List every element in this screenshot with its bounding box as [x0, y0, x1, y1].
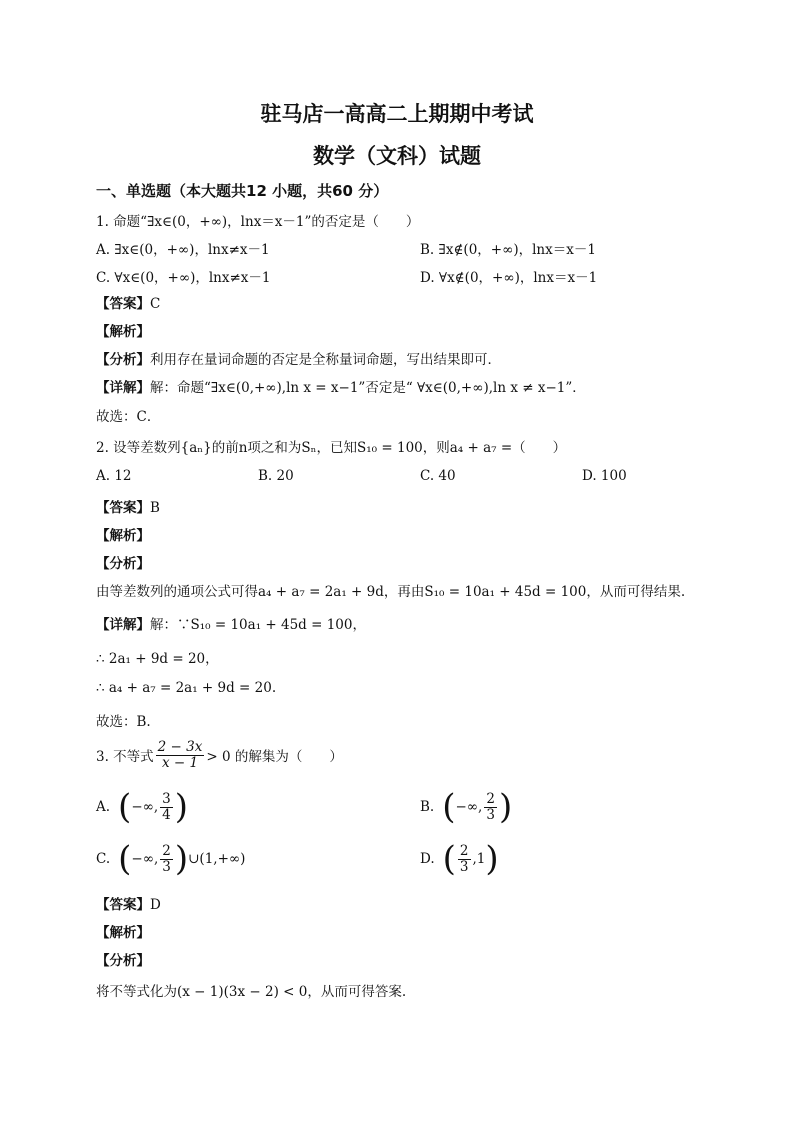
q2-conclusion: 故选：B.: [96, 714, 151, 730]
q3-option-a-fraction: [160, 792, 173, 823]
fenxi-label: 【分析】: [96, 953, 150, 969]
analysis-label: 【解析】: [96, 925, 150, 941]
left-paren-icon: (: [442, 839, 456, 879]
q3-option-a-num: 3: [162, 790, 171, 807]
q2-detail-text: 解：∵S₁₀ = 10a₁ + 45d = 100，: [150, 617, 366, 633]
q3-option-b: [420, 787, 513, 827]
q2-stem: 2. 设等差数列{aₙ}的前n项之和为Sₙ，已知S₁₀ = 100，则a₄ + a₇ =（ ）: [96, 440, 567, 456]
right-paren-icon: ): [174, 787, 189, 827]
q2-step-1: ∴ 2a₁ + 9d = 20，: [96, 651, 219, 667]
q2-answer-value: B: [150, 500, 160, 516]
q2-option-c: C. 40: [420, 468, 456, 484]
q3-stem-denominator: x − 1: [161, 754, 199, 771]
right-paren-icon: ): [498, 787, 513, 827]
q3-option-c-den: 3: [162, 858, 171, 875]
left-paren-icon: (: [118, 787, 132, 827]
q1-option-d: D. ∀x∉(0，+∞)，lnx＝x－1: [420, 270, 598, 286]
q1-answer-row: [96, 292, 160, 312]
q3-option-a-label: A.: [96, 799, 111, 815]
q3-option-c-suffix: ∪(1,+∞): [188, 851, 246, 867]
q3-stem-prefix: 3. 不等式: [96, 749, 154, 766]
detail-label: 【详解】: [96, 380, 150, 396]
q3-option-a-den: 4: [162, 806, 171, 823]
q2-detail-row: [96, 613, 366, 633]
q3-option-c-fraction: [160, 844, 173, 875]
q1-option-a: A. ∃x∈(0，+∞)，lnx≠x－1: [96, 242, 270, 258]
q3-option-d: [420, 839, 499, 879]
q3-option-b-num: 2: [486, 790, 495, 807]
left-paren-icon: (: [442, 787, 456, 827]
q2-fenxi-text: 由等差数列的通项公式可得a₄ + a₇ = 2a₁ + 9d，再由S₁₀ = 10a₁ + 45d = 100，从而可得结果.: [96, 584, 686, 600]
q2-option-b: B. 20: [258, 468, 294, 484]
answer-label: 【答案】: [96, 296, 150, 312]
q3-option-d-label: D.: [420, 851, 435, 867]
q1-stem: 1. 命题“∃x∈(0，+∞)，lnx＝x－1”的否定是（ ）: [96, 214, 420, 230]
fenxi-label: 【分析】: [96, 352, 150, 368]
q3-option-c-label: C.: [96, 851, 111, 867]
q1-fenxi-text: 利用存在量词命题的否定是全称量词命题，写出结果即可．: [150, 352, 501, 368]
q3-answer-value: D: [150, 897, 161, 913]
q1-fenxi-row: [96, 348, 501, 368]
q3-option-b-prefix: −∞,: [455, 799, 483, 815]
q1-detail-row: [96, 376, 586, 396]
q2-answer-row: [96, 496, 160, 516]
q3-option-d-num: 2: [459, 842, 469, 859]
q3-stem: [96, 740, 343, 771]
q3-option-d-fraction: [458, 844, 471, 875]
q3-fenxi-text: 将不等式化为(x − 1)(3x − 2) < 0，从而可得答案.: [96, 984, 407, 1000]
q3-option-a-prefix: −∞,: [131, 799, 159, 815]
fenxi-label: 【分析】: [96, 556, 150, 572]
q3-answer-row: [96, 893, 161, 913]
q3-option-b-label: B.: [420, 799, 435, 815]
q3-option-d-suffix: ,1: [472, 851, 486, 867]
q3-stem-suffix: > 0 的解集为（ ）: [206, 749, 343, 766]
q2-step-2: ∴ a₄ + a₇ = 2a₁ + 9d = 20.: [96, 680, 277, 696]
q3-option-b-fraction: [484, 792, 497, 823]
section-heading: 一、单选题（本大题共12 小题，共60 分）: [96, 182, 389, 200]
analysis-label: 【解析】: [96, 528, 150, 544]
q3-option-b-den: 3: [486, 806, 495, 823]
q2-option-a: A. 12: [96, 468, 132, 484]
q1-option-b: B. ∃x∉(0，+∞)，lnx＝x－1: [420, 242, 596, 258]
analysis-label: 【解析】: [96, 324, 150, 340]
right-paren-icon: ): [174, 839, 189, 879]
page-subtitle: 数学（文科）试题: [313, 144, 481, 168]
q1-answer-value: C: [150, 296, 161, 312]
q3-option-c-prefix: −∞,: [131, 851, 159, 867]
right-paren-icon: ): [485, 839, 499, 879]
left-paren-icon: (: [118, 839, 132, 879]
q3-option-c-num: 2: [162, 842, 171, 859]
q1-conclusion: 故选：C．: [96, 409, 161, 425]
answer-label: 【答案】: [96, 897, 150, 913]
q1-detail-text: 解：命题“∃x∈(0,+∞),ln x = x−1”否定是“ ∀x∈(0,+∞),ln x ≠ x−1”．: [150, 380, 586, 396]
q3-stem-fraction: [156, 740, 205, 771]
q3-option-c: [96, 839, 246, 879]
q1-option-c: C. ∀x∈(0，+∞)，lnx≠x－1: [96, 270, 271, 286]
q3-option-d-den: 3: [459, 858, 469, 875]
answer-label: 【答案】: [96, 500, 150, 516]
q3-option-a: [96, 787, 189, 827]
q2-option-d: D. 100: [582, 468, 627, 484]
detail-label: 【详解】: [96, 617, 150, 633]
q3-stem-numerator: 2 − 3x: [157, 739, 203, 755]
page-title: 驻马店一高高二上期期中考试: [260, 102, 534, 126]
